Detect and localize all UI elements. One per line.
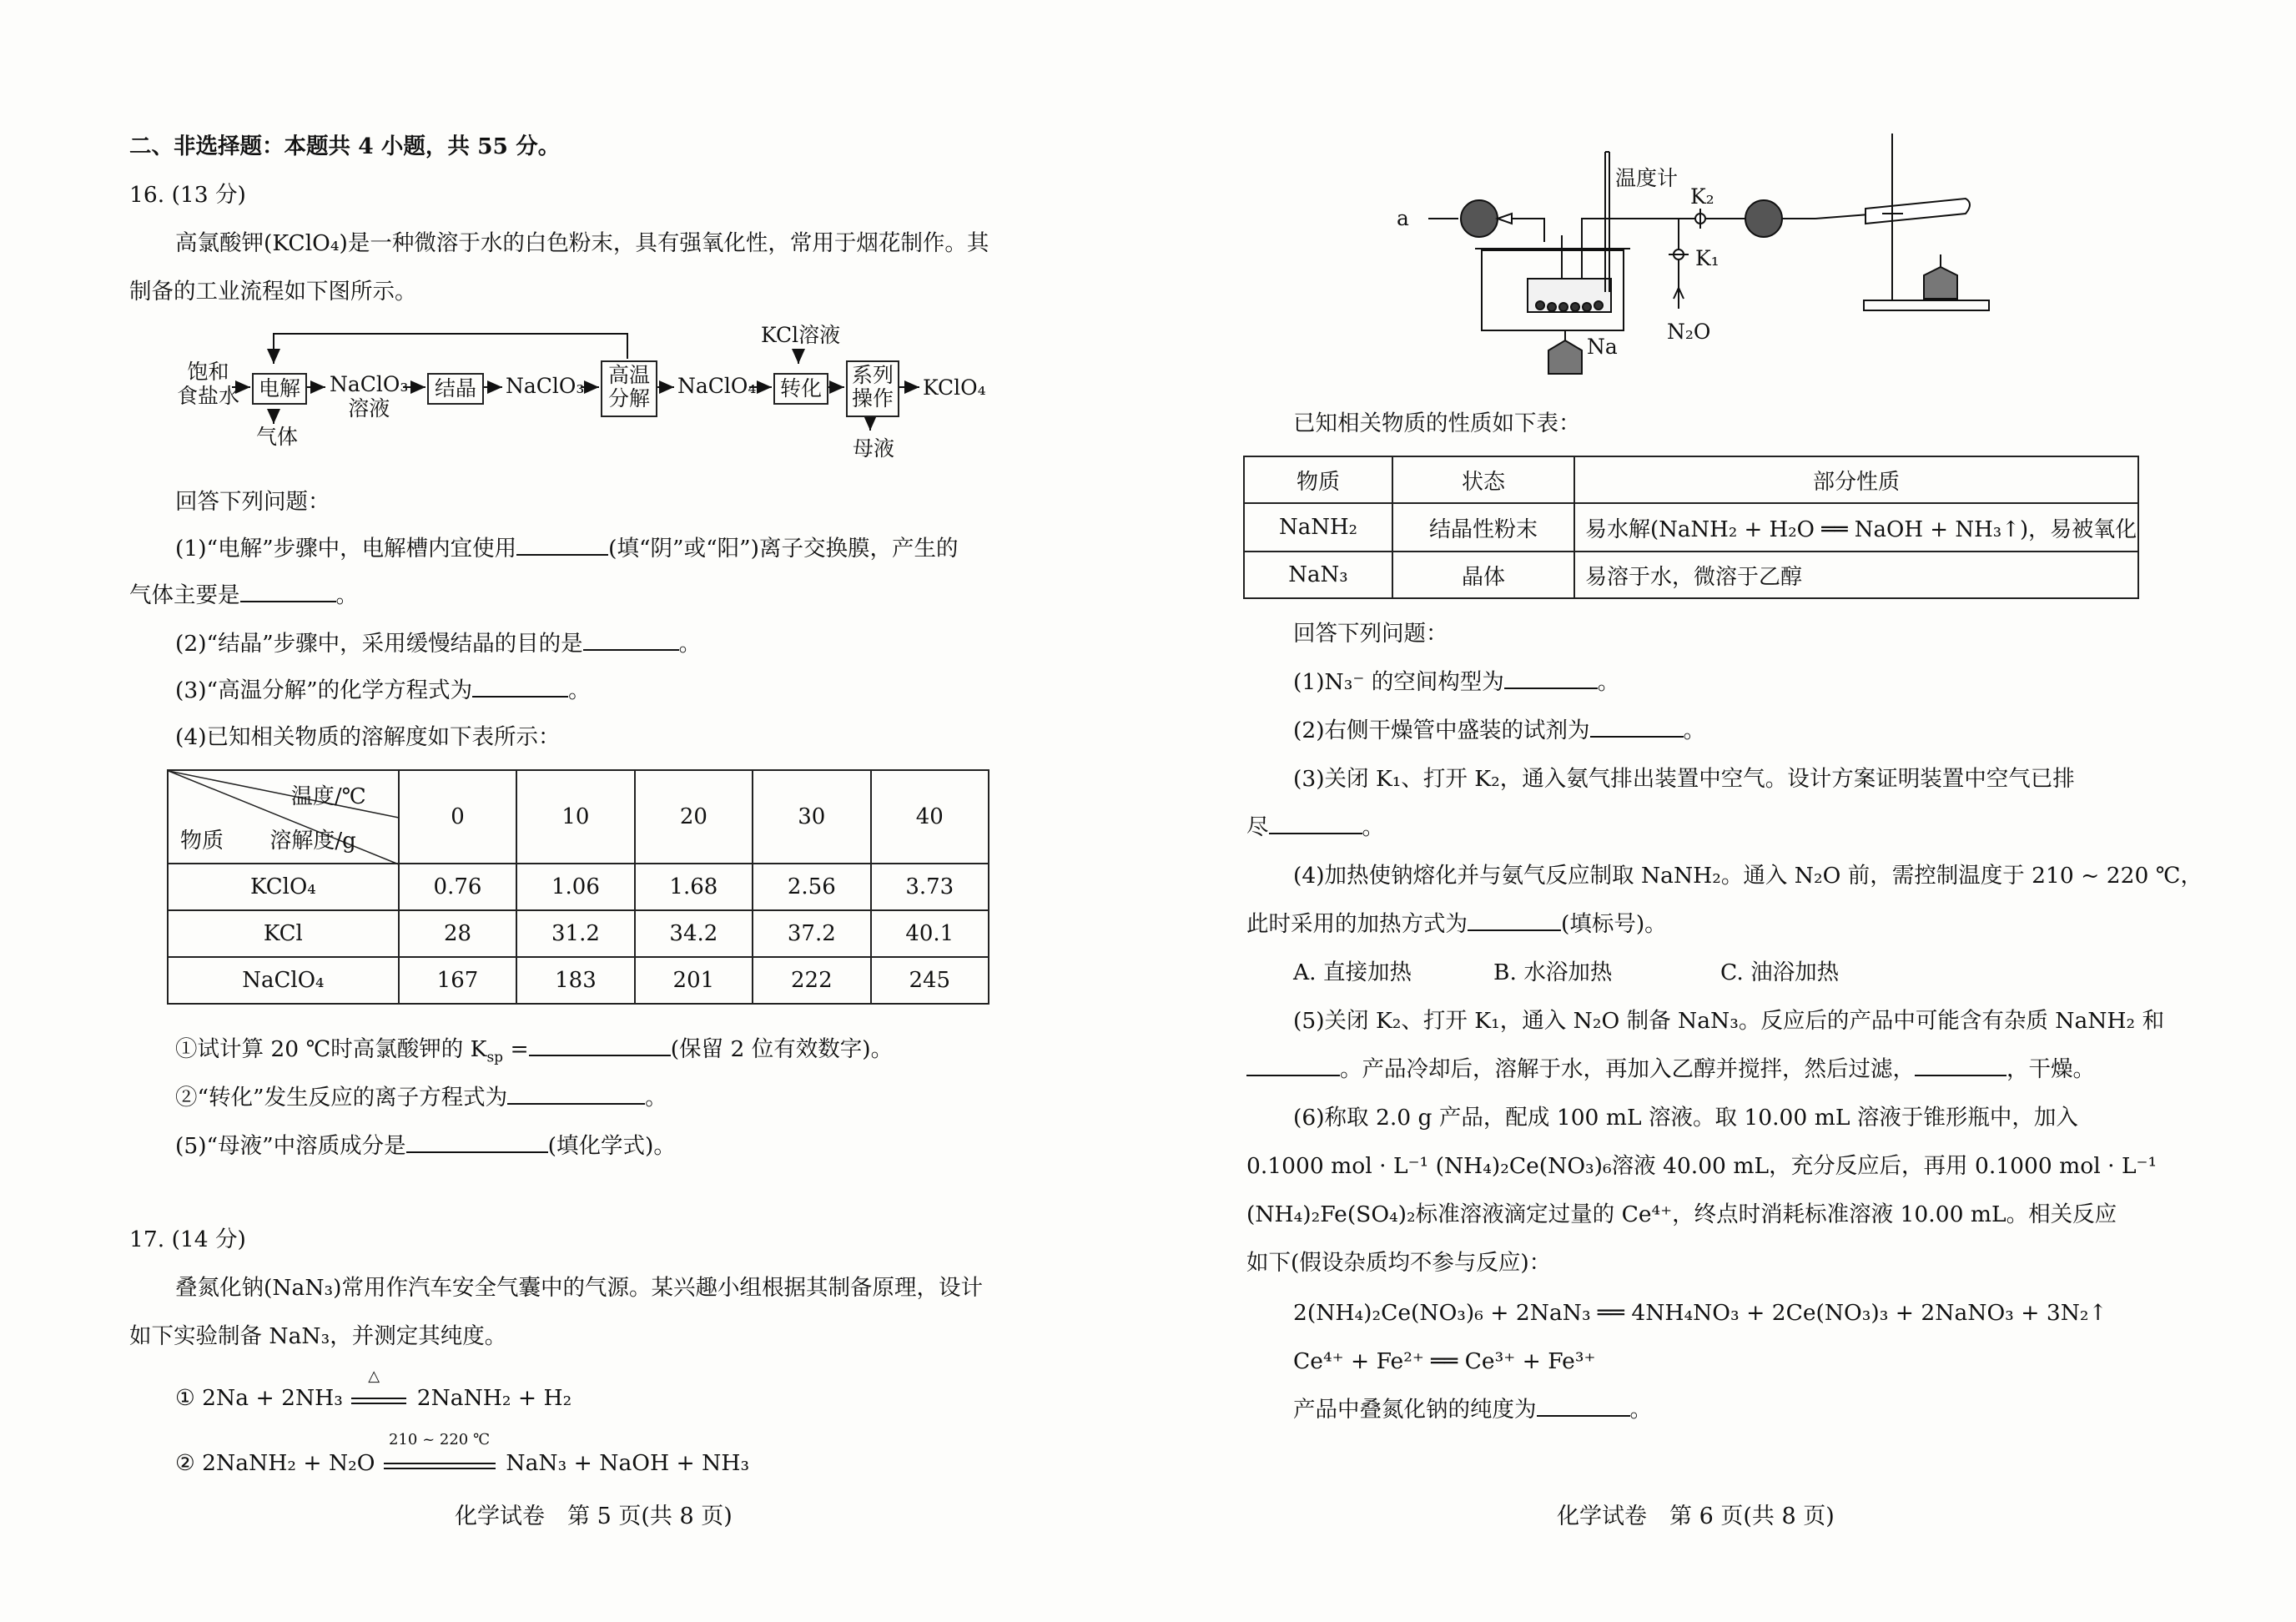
flow-arrows — [0, 0, 1148, 501]
ksp-subscript: sp — [486, 1049, 504, 1066]
q16-sub1-text-a: (1)“电解”步骤中，电解槽内宜使用 — [175, 536, 517, 562]
q16-number: 16. (13 分) — [129, 182, 246, 208]
corner-substance: 物质 — [180, 829, 224, 854]
solubility-value: 40.1 — [871, 910, 989, 957]
q17-sub4-option-c: C. 油浴加热 — [1720, 960, 1840, 985]
flow-step-series — [846, 360, 899, 417]
eq2-left: ② 2NaNH₂ + N₂O — [175, 1450, 375, 1476]
eq1-line-bottom — [351, 1403, 406, 1404]
q17-equation-2 — [175, 1431, 750, 1477]
temp-header: 10 — [516, 770, 634, 864]
header-properties: 部分性质 — [1574, 456, 2138, 503]
table-row — [168, 957, 989, 1004]
answer-blank — [1468, 911, 1561, 931]
q16-intro-line1: 高氯酸钾(KClO₄)是一种微溶于水的白色粉末，具有强氧化性，常用于烟花制作。其 — [175, 230, 989, 256]
apparatus-diagram — [1148, 0, 2296, 367]
solubility-value: 1.68 — [635, 864, 753, 910]
table-corner — [168, 770, 399, 864]
apparatus-label-k2: K₂ — [1690, 184, 1714, 209]
flow-naclo3-solution-line2: 溶液 — [348, 395, 390, 421]
q16-sub3 — [175, 678, 591, 704]
q17-intro-line1: 叠氮化钠(NaN₃)常用作汽车安全气囊中的气源。某兴趣小组根据其制备原理，设计 — [175, 1275, 983, 1301]
answer-blank — [529, 1036, 671, 1056]
q17-sub4-option-a: A. 直接加热 — [1293, 960, 1412, 985]
solubility-value: 28 — [399, 910, 516, 957]
q17-sub5-line1: (5)关闭 K₂、打开 K₁，通入 N₂O 制备 NaN₃。反应后的产品中可能含有杂质 NaNH₂ 和 — [1293, 1008, 2165, 1034]
substance-properties: 易水解(NaNH₂ + H₂O ══ NaOH + NH₃↑)，易被氧化 — [1574, 503, 2138, 552]
solubility-value: 37.2 — [753, 910, 870, 957]
flow-step-decompose-line1: 高温 — [607, 363, 650, 387]
solubility-table — [167, 769, 989, 1005]
q16-sub4: (4)已知相关物质的溶解度如下表所示： — [175, 724, 561, 750]
q16-sub1-text-d: 。 — [335, 582, 358, 608]
q16-answer-prompt: 回答下列问题： — [175, 489, 330, 515]
flow-step-decompose — [601, 360, 657, 417]
q17-sub4-line1: (4)加热使钠熔化并与氨气反应制取 NaNH₂。通入 N₂O 前，需控制温度于 210 ~ 220 ℃， — [1293, 863, 2203, 889]
q17-sub6-equation2: Ce⁴⁺ + Fe²⁺ ══ Ce³⁺ + Fe³⁺ — [1293, 1348, 1596, 1374]
flow-step-crystallize: 结晶 — [427, 373, 484, 405]
apparatus-label-n2o: N₂O — [1667, 320, 1711, 344]
q16-sub5 — [175, 1133, 676, 1160]
q17-sub6-line1: (6)称取 2.0 g 产品，配成 100 mL 溶液。取 10.00 mL 溶液于锥形瓶中，加入 — [1293, 1105, 2078, 1131]
corner-temp: 温度/℃ — [290, 784, 366, 809]
apparatus-drawing — [1148, 0, 2296, 367]
apparatus-label-na: Na — [1587, 335, 1618, 359]
q16-sub3-text-b: 。 — [568, 678, 591, 703]
sub5-text-b: (填化学式)。 — [547, 1133, 676, 1159]
section-header: 二、非选择题：本题共 4 小题，共 55 分。 — [129, 133, 561, 159]
corner-solubility: 溶解度/g — [269, 829, 356, 854]
page-footer: 化学试卷 第 5 页(共 8 页) — [455, 1504, 733, 1529]
q16-item-ksp — [175, 1036, 894, 1066]
s4-text-b: 此时采用的加热方式为 — [1246, 911, 1468, 937]
flow-product: KClO₄ — [923, 375, 986, 400]
substance-name: NaClO₄ — [168, 957, 399, 1004]
q16-sub1-line1 — [175, 536, 959, 562]
q17-intro-line2: 如下实验制备 NaN₃，并测定其纯度。 — [129, 1323, 507, 1349]
q17-answer-prompt: 回答下列问题： — [1293, 621, 1448, 647]
temp-header: 30 — [753, 770, 870, 864]
flow-naclo3-solution-line1: NaClO₃ — [330, 372, 409, 396]
eq2-line-bottom — [384, 1468, 496, 1469]
s3-text-b: 尽 — [1246, 814, 1269, 840]
s6-text-f: 。 — [1629, 1397, 1652, 1423]
eq1-left: ① 2Na + 2NH₃ — [175, 1385, 343, 1411]
known-props-text: 已知相关物质的性质如下表： — [1293, 411, 1581, 436]
eq1-line-top — [351, 1398, 406, 1399]
flow-naclo3-solution — [330, 373, 408, 421]
header-substance: 物质 — [1244, 456, 1392, 503]
substance-state: 结晶性粉末 — [1392, 503, 1574, 552]
ion-text-b: 。 — [645, 1085, 667, 1111]
s4-text-c: (填标号)。 — [1561, 911, 1667, 937]
ksp-text-a: ①试计算 20 ℃时高氯酸钾的 K — [175, 1036, 487, 1062]
eq2-line-top — [384, 1463, 496, 1464]
solubility-value: 167 — [399, 957, 516, 1004]
answer-blank — [1246, 1056, 1340, 1076]
temp-header: 20 — [635, 770, 753, 864]
solubility-value: 3.73 — [871, 864, 989, 910]
solubility-value: 1.06 — [516, 864, 634, 910]
s2-text-b: 。 — [1683, 718, 1706, 743]
q17-sub3-line2 — [1246, 814, 1384, 841]
header-state: 状态 — [1392, 456, 1574, 503]
q17-sub4-line2 — [1246, 911, 1667, 938]
solubility-value: 2.56 — [753, 864, 870, 910]
flow-feed-line1: 饱和 — [187, 360, 229, 384]
page-footer: 化学试卷 第 6 页(共 8 页) — [1557, 1504, 1835, 1529]
q17-equation-1 — [175, 1368, 572, 1412]
q17-sub6-line3: (NH₄)₂Fe(SO₄)₂标准溶液滴定过量的 Ce⁴⁺，终点时消耗标准溶液 10.00 mL。相关反应 — [1246, 1201, 2117, 1227]
eq1-arrow — [350, 1368, 410, 1409]
flow-step-series-line1: 系列 — [851, 363, 894, 387]
q16-sub2 — [175, 631, 701, 657]
substance-name: NaNH₂ — [1244, 503, 1392, 552]
table-row — [168, 864, 989, 910]
flow-naclo4: NaClO₄ — [677, 374, 757, 398]
substance-state: 晶体 — [1392, 552, 1574, 598]
s6-text-e: 产品中叠氮化钠的纯度为 — [1293, 1397, 1537, 1423]
solubility-value: 34.2 — [635, 910, 753, 957]
s1-text-a: (1)N₃⁻ 的空间构型为 — [1293, 669, 1504, 695]
sub5-text-a: (5)“母液”中溶质成分是 — [175, 1133, 406, 1159]
temp-header: 40 — [871, 770, 989, 864]
eq1-right: 2NaNH₂ + H₂ — [416, 1385, 572, 1411]
answer-blank — [406, 1133, 548, 1153]
answer-blank — [1590, 718, 1684, 738]
table-row — [1244, 503, 2138, 552]
flow-naclo3: NaClO₃ — [506, 374, 585, 398]
q17-number: 17. (14 分) — [129, 1227, 246, 1252]
s1-text-b: 。 — [1597, 669, 1620, 695]
q17-sub4-option-b: B. 水浴加热 — [1493, 960, 1613, 985]
apparatus-label-a: a — [1397, 206, 1409, 230]
answer-blank — [1504, 669, 1598, 689]
table-row — [168, 910, 989, 957]
flow-feed — [177, 360, 239, 409]
solubility-value: 31.2 — [516, 910, 634, 957]
eq2-right: NaN₃ + NaOH + NH₃ — [506, 1450, 750, 1476]
q16-item-ion — [175, 1085, 667, 1111]
property-table — [1243, 456, 2139, 599]
q17-sub6-line4: 如下(假设杂质均不参与反应)： — [1246, 1250, 1552, 1276]
flow-gas: 气体 — [256, 425, 299, 449]
flow-step-convert: 转化 — [773, 373, 828, 405]
eq2-arrow — [382, 1431, 499, 1474]
q16-flow-diagram — [0, 0, 1148, 501]
q16-sub2-text-a: (2)“结晶”步骤中，采用缓慢结晶的目的是 — [175, 631, 583, 657]
substance-name: KCl — [168, 910, 399, 957]
solubility-value: 183 — [516, 957, 634, 1004]
ion-text-a: ②“转化”发生反应的离子方程式为 — [175, 1085, 508, 1111]
q16-intro-line2: 制备的工业流程如下图所示。 — [129, 279, 417, 305]
flow-mother-liquor: 母液 — [853, 436, 895, 461]
s5-text-b: 。产品冷却后，溶解于水，再加入乙醇并搅拌，然后过滤， — [1340, 1056, 1915, 1082]
q17-sub1 — [1293, 669, 1619, 696]
q17-sub6-equation1: 2(NH₄)₂Ce(NO₃)₆ + 2NaN₃ ══ 4NH₄NO₃ + 2Ce(NO₃)₃ + 2NaNO₃ + 3N₂↑ — [1293, 1300, 2107, 1326]
flow-kcl-solution: KCl溶液 — [761, 323, 841, 347]
q17-sub5-line2 — [1246, 1056, 2095, 1083]
flow-step-decompose-line2: 分解 — [607, 385, 650, 411]
s3-text-c: 。 — [1362, 814, 1384, 840]
q17-sub6-line5 — [1293, 1397, 1652, 1423]
substance-properties: 易溶于水，微溶于乙醇 — [1574, 552, 2138, 598]
q16-sub1-text-c: 气体主要是 — [129, 582, 240, 608]
flow-step-series-line2: 操作 — [851, 385, 894, 411]
q16-sub2-text-b: 。 — [678, 631, 702, 657]
apparatus-label-thermometer: 温度计 — [1615, 166, 1679, 190]
solubility-value: 201 — [635, 957, 753, 1004]
flow-feed-line2: 食盐水 — [177, 383, 240, 408]
solubility-value: 245 — [871, 957, 989, 1004]
answer-blank — [1537, 1397, 1630, 1417]
flow-step-electrolysis: 电解 — [252, 373, 307, 405]
substance-name: NaN₃ — [1244, 552, 1392, 598]
solubility-value: 0.76 — [399, 864, 516, 910]
answer-blank — [1915, 1056, 2006, 1076]
s2-text-a: (2)右侧干燥管中盛装的试剂为 — [1293, 718, 1590, 743]
s5-text-c: ，干燥。 — [2006, 1056, 2095, 1082]
apparatus-label-k1: K₁ — [1695, 246, 1719, 270]
answer-blank — [583, 631, 679, 651]
solubility-value: 222 — [753, 957, 870, 1004]
q17-sub3-line1: (3)关闭 K₁、打开 K₂，通入氨气排出装置中空气。设计方案证明装置中空气已排 — [1293, 766, 2075, 792]
temp-header: 0 — [399, 770, 516, 864]
substance-name: KClO₄ — [168, 864, 399, 910]
table-row — [1244, 552, 2138, 598]
q16-sub1-line2 — [129, 582, 358, 609]
ksp-text-b: = — [503, 1036, 529, 1062]
answer-blank — [507, 1085, 645, 1105]
q17-sub6-line2: 0.1000 mol · L⁻¹ (NH₄)₂Ce(NO₃)₆溶液 40.00 mL，充分反应后，再用 0.1000 mol · L⁻¹ — [1246, 1153, 2158, 1179]
q16-sub3-text-a: (3)“高温分解”的化学方程式为 — [175, 678, 473, 703]
q16-sub1-text-b: (填“阴”或“阳”)离子交换膜，产生的 — [608, 536, 959, 562]
answer-blank — [240, 582, 336, 602]
ksp-text-c: (保留 2 位有效数字)。 — [670, 1036, 894, 1062]
answer-blank — [516, 536, 608, 556]
eq2-condition: 210 ~ 220 ℃ — [388, 1431, 491, 1448]
answer-blank — [472, 678, 568, 698]
answer-blank — [1269, 814, 1362, 834]
eq1-condition: △ — [368, 1368, 380, 1385]
q17-sub2 — [1293, 718, 1705, 744]
